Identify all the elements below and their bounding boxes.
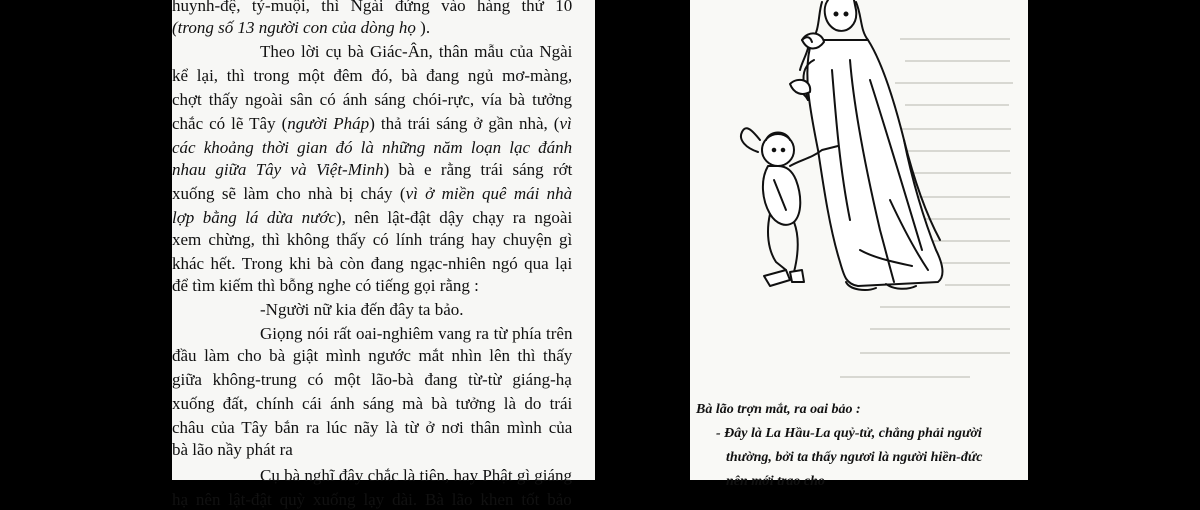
text-span: xuống sẽ làm cho nhà bị cháy ( bbox=[172, 184, 406, 203]
text-span: ) bà e rằng trái sáng rớt bbox=[383, 160, 573, 179]
body-text-line bbox=[172, 138, 572, 158]
italic-text: nhau giữa Tây và Việt-Minh bbox=[172, 160, 384, 179]
body-text-line bbox=[172, 90, 572, 110]
text-span: huynh-đệ, tỷ-muội, thì Ngài đứng vào hàng thứ 10 bbox=[172, 0, 573, 15]
body-text-line bbox=[172, 0, 572, 16]
body-text-line bbox=[260, 466, 572, 486]
text-span: kể lại, thì trong một đêm đó, bà đang ngủ mơ-màng, bbox=[172, 66, 573, 85]
text-span: bà lão nầy phát ra bbox=[172, 440, 293, 459]
text-span: xuống đất, chính cái ánh sáng mà bà tưởng là do trái bbox=[172, 394, 573, 413]
body-text-line bbox=[172, 440, 293, 460]
text-span: đầu làm cho bà giật mình ngước mắt nhìn lên thì thấy bbox=[172, 346, 573, 365]
italic-text: các khoảng thời gian đó là những năm loạn lạc đánh bbox=[172, 138, 573, 157]
text-span: giữa không-trung có một lão-bà đang từ-từ giáng-hạ bbox=[172, 370, 572, 389]
body-text-line bbox=[260, 324, 572, 344]
body-text-line bbox=[172, 184, 572, 204]
body-text-line bbox=[172, 114, 572, 134]
body-text-line bbox=[172, 208, 572, 228]
caption-line-1: Bà lão trợn mắt, ra oai bảo : bbox=[696, 402, 861, 417]
body-text-line bbox=[172, 394, 572, 414]
text-span: châu của Tây bắn ra lúc nãy là từ ở nơi thân mình của bbox=[172, 418, 573, 437]
body-text-line bbox=[260, 300, 464, 320]
body-text-line bbox=[172, 66, 572, 86]
right-book-page bbox=[690, 0, 1028, 489]
text-span: -Người nữ kia đến đây ta bảo. bbox=[260, 300, 464, 319]
italic-text: người Pháp bbox=[287, 114, 370, 133]
text-span: chắc có lẽ Tây ( bbox=[172, 114, 288, 133]
body-text-line bbox=[172, 346, 572, 366]
buddhist-illustration bbox=[690, 0, 1028, 310]
caption-line-2: - Đây là La Hầu-La quỷ-tử, chẳng phải người bbox=[716, 426, 982, 441]
text-span: hạ nên lật-đật quỳ xuống lạy dài. Bà lão khen tốt bảo bbox=[172, 490, 572, 509]
italic-text: vì bbox=[559, 114, 572, 133]
text-span: ), nên lật-đật dậy chạy ra ngoài bbox=[335, 208, 573, 227]
body-text-line bbox=[172, 418, 572, 438]
text-span: xem chừng, thì không thấy có lính tráng hay chuyện gì bbox=[172, 230, 573, 249]
text-span: Cụ bà nghĩ đây chắc là tiên, hay Phật gì giáng bbox=[260, 466, 573, 485]
body-text-line bbox=[172, 18, 430, 38]
text-span: ) thả trái sáng ở gần nhà, ( bbox=[369, 114, 560, 133]
body-text-line bbox=[260, 42, 572, 62]
caption-line-3: thường, bởi ta thấy ngươi là người hiền-đức bbox=[726, 450, 983, 465]
italic-text: vì ở miền quê mái nhà bbox=[405, 184, 573, 203]
body-text-line bbox=[172, 276, 479, 296]
text-span: để tìm kiếm thì bỗng nghe có tiếng gọi rằng : bbox=[172, 276, 479, 295]
left-book-page bbox=[172, 0, 595, 509]
text-span: khác hết. Trong khi bà còn đang ngạc-nhiên ngó qua lại bbox=[172, 254, 573, 273]
text-span: ). bbox=[415, 18, 431, 37]
caption-line-4: nên mới trao cho bbox=[726, 474, 825, 489]
text-span: Giọng nói rất oai-nghiêm vang ra từ phía trên bbox=[260, 324, 573, 343]
text-span: chợt thấy ngoài sân có ánh sáng chói-rực, vía bà tưởng bbox=[172, 90, 573, 109]
italic-text: lợp bằng lá dừa nước bbox=[172, 208, 336, 227]
text-span: Theo lời cụ bà Giác-Ân, thân mẫu của Ngài bbox=[260, 42, 573, 61]
body-text-line bbox=[172, 160, 572, 180]
body-text-line bbox=[172, 230, 572, 250]
body-text-line bbox=[172, 254, 572, 274]
body-text-line bbox=[172, 490, 572, 510]
italic-text: (trong số 13 người con của dòng họ bbox=[172, 18, 416, 37]
body-text-line bbox=[172, 370, 572, 390]
